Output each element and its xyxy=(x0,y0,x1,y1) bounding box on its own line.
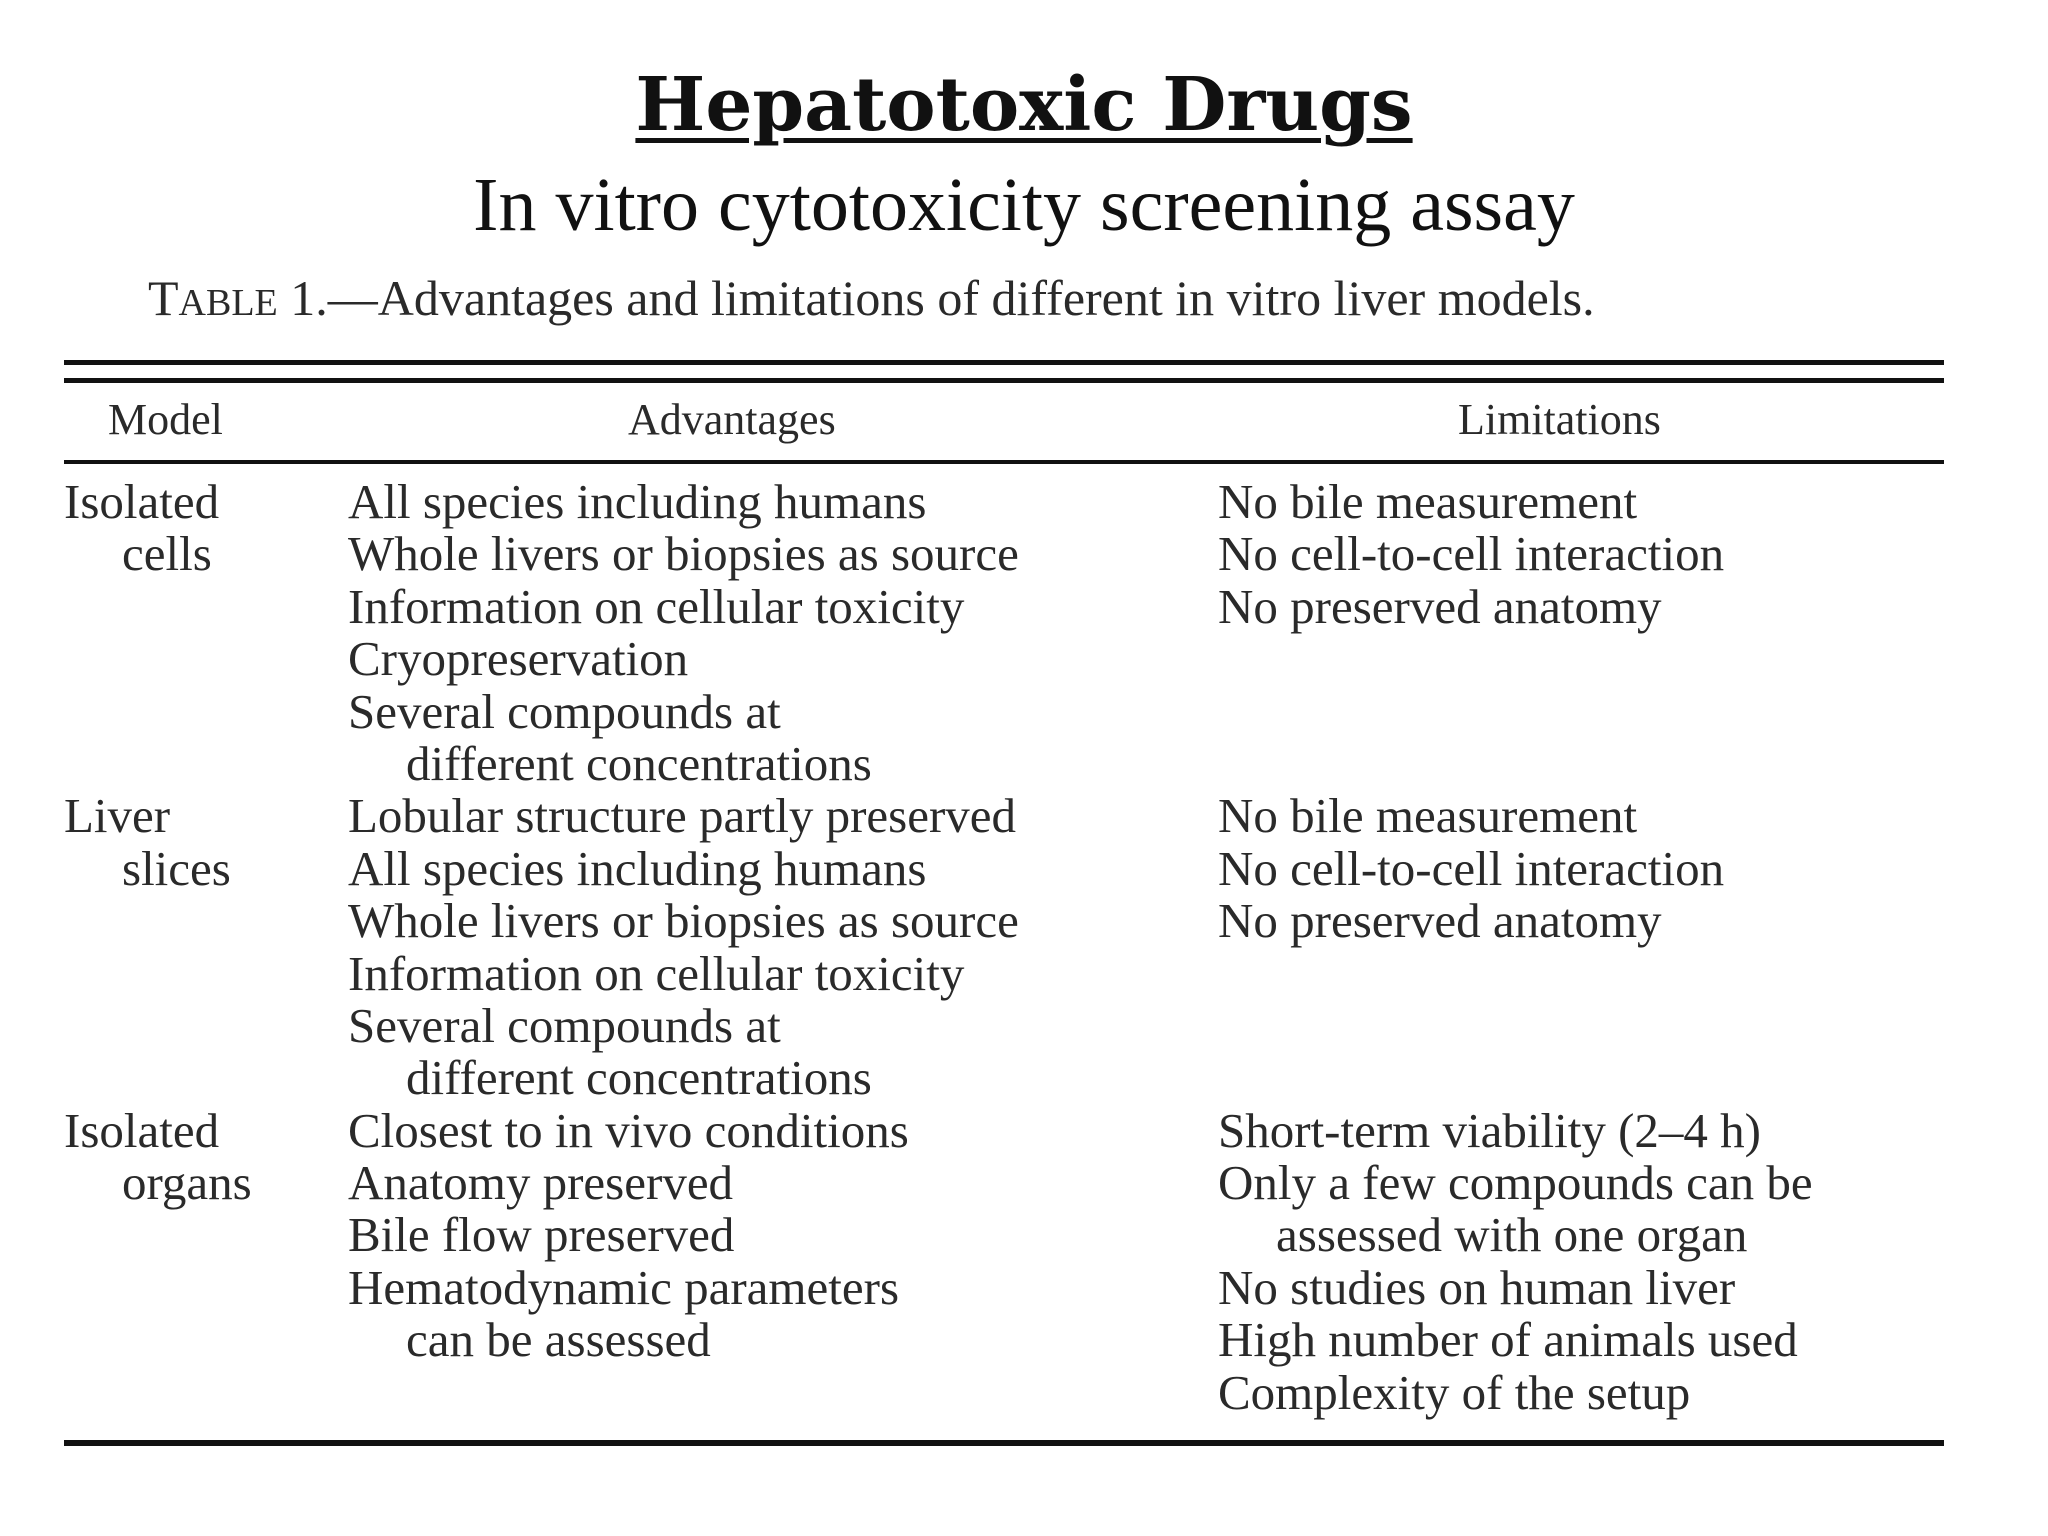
model-name-line: organs xyxy=(122,1155,252,1211)
advantages-cell xyxy=(348,790,1218,1104)
advantages-cell xyxy=(348,1102,1218,1419)
table-caption-initial: T xyxy=(148,270,179,326)
column-header-limitations: Limitations xyxy=(1458,395,1661,444)
model-name-line: Liver xyxy=(64,788,171,844)
advantage-item-continued: can be assessed xyxy=(406,1312,711,1368)
advantage-item: Cryopreservation xyxy=(348,631,689,687)
table-body xyxy=(64,476,1944,1419)
advantage-item: Whole livers or biopsies as source xyxy=(348,526,1019,582)
model-cell xyxy=(64,790,348,1104)
advantage-item: Several compounds at xyxy=(348,997,781,1053)
advantages-cell xyxy=(348,476,1218,790)
advantage-item-continued: different concentrations xyxy=(406,735,872,791)
limitation-item: Short-term viability (2–4 h) xyxy=(1218,1102,1761,1158)
table-header-rule xyxy=(64,460,1944,464)
advantage-item: All species including humans xyxy=(348,840,927,896)
limitation-item: No bile measurement xyxy=(1218,474,1638,529)
limitations-cell xyxy=(1218,476,1944,790)
limitation-item: No preserved anatomy xyxy=(1218,893,1662,949)
slide-title xyxy=(0,60,2048,150)
column-header-model: Model xyxy=(108,395,223,444)
advantage-item: Closest to in vivo conditions xyxy=(348,1102,909,1158)
advantage-item: Anatomy preserved xyxy=(348,1155,734,1211)
table-top-rule xyxy=(64,360,1944,365)
column-header-advantages: Advantages xyxy=(628,395,836,444)
table-row xyxy=(64,476,1944,790)
advantage-item: Several compounds at xyxy=(348,683,781,739)
table-row xyxy=(64,1102,1944,1420)
model-name-line: slices xyxy=(122,840,231,896)
table-caption-smallcaps: ABLE xyxy=(178,282,278,324)
limitation-item: No studies on human liver xyxy=(1218,1259,1736,1315)
limitation-item: No preserved anatomy xyxy=(1218,578,1662,634)
slide-subtitle: In vitro cytotoxicity screening assay xyxy=(473,163,1575,247)
advantage-item: Information on cellular toxicity xyxy=(348,945,965,1001)
advantage-item-continued: different concentrations xyxy=(406,1050,872,1106)
limitation-item-continued: assessed with one organ xyxy=(1276,1207,1748,1263)
advantage-item: Whole livers or biopsies as source xyxy=(348,893,1019,949)
table-top-rule-second xyxy=(64,378,1944,383)
model-name-line: Isolated xyxy=(64,474,220,529)
advantage-item: Lobular structure partly preserved xyxy=(348,788,1017,844)
model-cell xyxy=(64,476,348,790)
limitation-item: Only a few compounds can be xyxy=(1218,1155,1813,1211)
advantage-item: Information on cellular toxicity xyxy=(348,578,965,634)
limitation-item: Complexity of the setup xyxy=(1218,1364,1691,1420)
slide-title-text: Hepatotoxic Drugs xyxy=(635,62,1413,148)
advantage-item: All species including humans xyxy=(348,474,927,529)
limitations-cell xyxy=(1218,790,1944,1104)
model-cell xyxy=(64,1102,348,1419)
model-name-line: cells xyxy=(122,526,212,582)
limitation-item: No cell-to-cell interaction xyxy=(1218,840,1725,896)
advantage-item: Hematodynamic parameters xyxy=(348,1259,900,1315)
model-name-line: Isolated xyxy=(64,1102,220,1158)
advantage-item: Bile flow preserved xyxy=(348,1207,735,1263)
table-row xyxy=(64,790,1944,1104)
limitation-item: No bile measurement xyxy=(1218,788,1638,844)
table-caption-text: 1.—Advantages and limitations of different in vitro liver models. xyxy=(277,270,1595,326)
limitation-item: No cell-to-cell interaction xyxy=(1218,526,1725,582)
table-caption xyxy=(148,266,1595,335)
limitation-item: High number of animals used xyxy=(1218,1312,1798,1368)
table-bottom-rule xyxy=(64,1440,1944,1446)
limitations-cell xyxy=(1218,1102,1944,1420)
